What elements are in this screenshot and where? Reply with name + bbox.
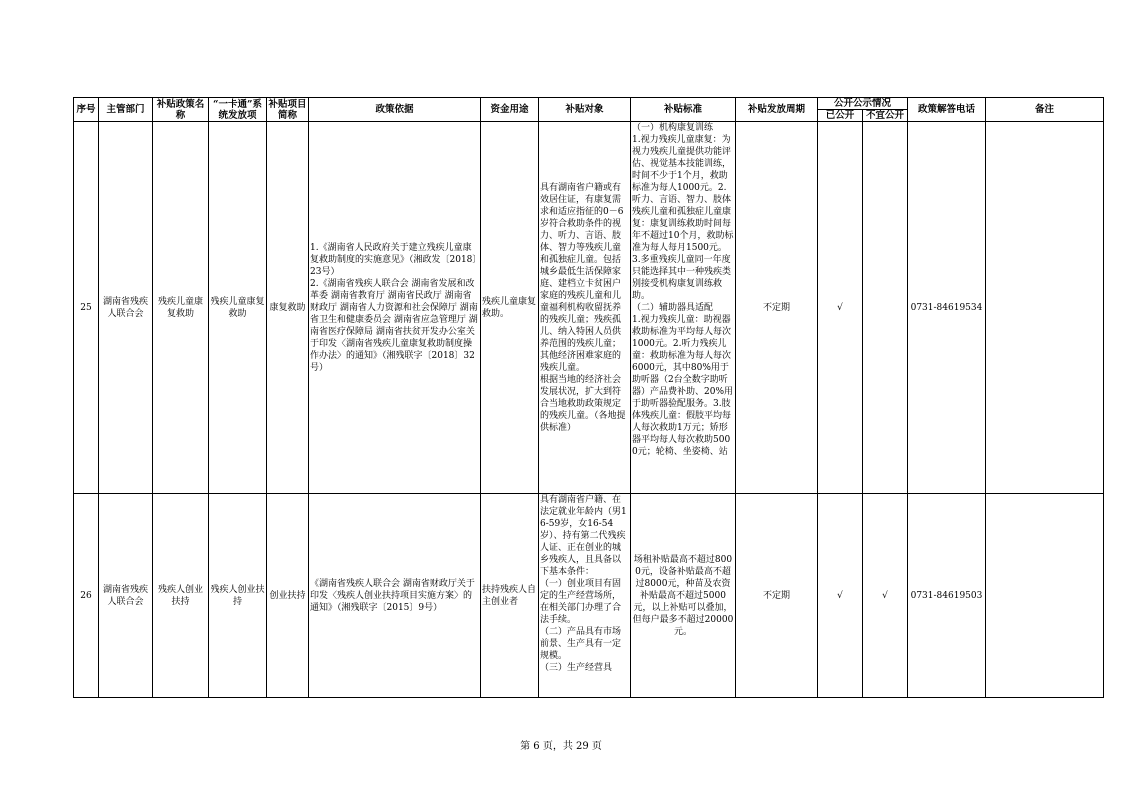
- row-short: 康复救助: [267, 122, 309, 494]
- row-target: [539, 494, 631, 698]
- header-disclosure: 公开公示情况: [818, 98, 908, 110]
- row-system: 残疾人创业扶持: [209, 494, 267, 698]
- table-row: [74, 122, 1104, 494]
- row-policy-name: 残疾儿童康复救助: [153, 122, 209, 494]
- header-basis: 政策依据: [309, 98, 481, 122]
- row-phone: 0731-84619503: [908, 494, 986, 698]
- row-standard: [631, 122, 736, 494]
- header-phone: 政策解答电话: [908, 98, 986, 122]
- header-disclosed: 已公开: [818, 110, 863, 122]
- header-cycle: 补贴发放周期: [736, 98, 818, 122]
- row-short: 创业扶持: [267, 494, 309, 698]
- header-not-disclosed: 不宜公开: [863, 110, 908, 122]
- table-row: [74, 494, 1104, 698]
- row-system: 残疾儿童康复救助: [209, 122, 267, 494]
- header-system: “一卡通”系统发放项: [209, 98, 267, 122]
- row-target-text: 具有湖南省户籍或有效居住证，有康复需求和适应指征的0－6岁符合救助条件的视力、听力、言语、肢体、智力等残疾儿童和孤独症儿童。包括城乡最低生活保障家庭、建档立卡贫困户家庭的残疾儿童和儿童福利机构收留抚养的残疾儿童；残疾孤儿、纳入特困人员供养范围的残疾儿童；其他经济困难家庭的残疾儿童。 根据当地的经济社会发展状况，扩大到符合当地救助政策规定的残疾儿童。（各地提供标准）: [540, 182, 626, 433]
- page-footer: 第 6 页，共 29 页: [520, 741, 602, 752]
- header-dept: 主管部门: [99, 98, 153, 122]
- row-basis: 《湖南省残疾人联合会 湖南省财政厅关于印发〈残疾人创业扶持项目实施方案〉的通知》（湘残联字〔2015〕9号）: [309, 494, 481, 698]
- header-policy-name: 补贴政策名称: [153, 98, 209, 122]
- header-remark: 备注: [986, 98, 1104, 122]
- row-standard: 场租补贴最高不超过8000元，设备补贴最高不超过8000元，种苗及农资补贴最高不超过5000元，以上补贴可以叠加，但每户最多不超过20000元。: [631, 494, 736, 698]
- header-standard: 补贴标准: [631, 98, 736, 122]
- header-target: 补贴对象: [539, 98, 631, 122]
- row-seq: 25: [74, 122, 99, 494]
- row-usage: 扶持残疾人自主创业者: [481, 494, 539, 698]
- row-cycle: 不定期: [736, 122, 818, 494]
- header-usage: 资金用途: [481, 98, 539, 122]
- policy-table: [73, 97, 1104, 698]
- row-target-text: 具有湖南省户籍、在法定就业年龄内（男16-59岁，女16-54岁）、持有第二代残疾人证、正在创业的城乡残疾人，且具备以下基本条件： （一）创业项目有固定的生产经营场所，在相关部门办理了合法手续。 （二）产品具有市场前景、生产具有一定规模。 （三）生产经营具: [540, 495, 627, 673]
- row-target: [539, 122, 631, 494]
- row-disclosed: √: [818, 494, 863, 698]
- row-disclosed: √: [818, 122, 863, 494]
- row-phone: 0731-84619534: [908, 122, 986, 494]
- row-seq: 26: [74, 494, 99, 698]
- row-not-disclosed: √: [863, 494, 908, 698]
- row-not-disclosed: [863, 122, 908, 494]
- row-dept: 湖南省残疾人联合会: [99, 494, 153, 698]
- row-remark: [986, 494, 1104, 698]
- row-cycle: 不定期: [736, 494, 818, 698]
- header-seq: 序号: [74, 98, 99, 122]
- row-usage: 残疾儿童康复救助。: [481, 122, 539, 494]
- row-remark: [986, 122, 1104, 494]
- row-dept: 湖南省残疾人联合会: [99, 122, 153, 494]
- row-basis-text: 1.《湖南省人民政府关于建立残疾儿童康复救助制度的实施意见》（湘政发〔2018〕23号） 2.《湖南省残疾人联合会 湖南省发展和改革委 湖南省教育厅 湖南省民政厅 湖南省财政厅 湖南省人力资源和社会保障厅 湖南省卫生和健康委员会 湖南省应急管理厅 湖南省医疗保障局 湖南省扶贫开发办公室关于印发〈湖南省残疾儿童康复救助制度操作办法〉的通知》（湘残联字〔2018〕32号）: [310, 242, 478, 373]
- row-policy-name: 残疾人创业扶持: [153, 494, 209, 698]
- row-standard-text: （一）机构康复训练 1.视力残疾儿童康复：为视力残疾儿童提供功能评估、视觉基本技能训练，时间不少于1个月，救助标准为每人1000元。2.听力、言语、智力、肢体残疾儿童和孤独症儿童康复：康复训练救助时间每年不超过10个月，救助标准为每人每月1500元。3.多重残疾儿童同一年度只能选择其中一种残疾类别接受机构康复训练救助。 （二）辅助器具适配 1.视力残疾儿童：助视器救助标准为平均每人每次1000元。2.听力残疾儿童：救助标准为每人每次6000元，其中80%用于助听器（2台全数字助听器）产品费补助、20%用于助听器验配服务。3.肢体残疾儿童：假肢平均每人每次救助1万元；矫形器平均每人每次救助5000元；轮椅、坐姿椅、站: [632, 123, 734, 457]
- row-basis: [309, 122, 481, 494]
- header-short: 补贴项目简称: [268, 98, 307, 121]
